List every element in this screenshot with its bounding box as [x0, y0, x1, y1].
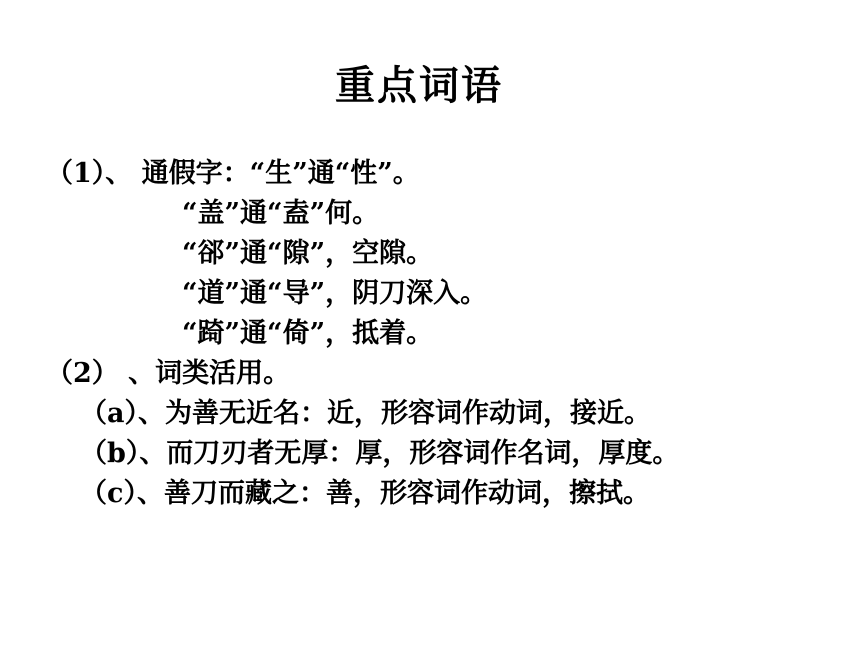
section-2-heading: （2） 、词类活用。	[46, 358, 291, 389]
huoyong-item: （b）、而刀刃者无厚：厚，形容词作名词，厚度。	[80, 438, 680, 469]
section-1-heading: （1）、 通假字：“生”通“性”。	[46, 158, 420, 189]
tongjia-item: “盖”通“盍”何。	[182, 198, 380, 229]
tongjia-item: “道”通“导”，阴刀深入。	[182, 278, 488, 309]
tongjia-item: “郤”通“隙”，空隙。	[182, 238, 434, 269]
huoyong-item: （c）、善刀而藏之：善，形容词作动词，擦拭。	[80, 478, 650, 509]
huoyong-item: （a）、为善无近名：近，形容词作动词，接近。	[80, 398, 651, 429]
tongjia-item: “踦”通“倚”，抵着。	[182, 318, 434, 349]
slide-title: 重点词语	[335, 62, 503, 109]
